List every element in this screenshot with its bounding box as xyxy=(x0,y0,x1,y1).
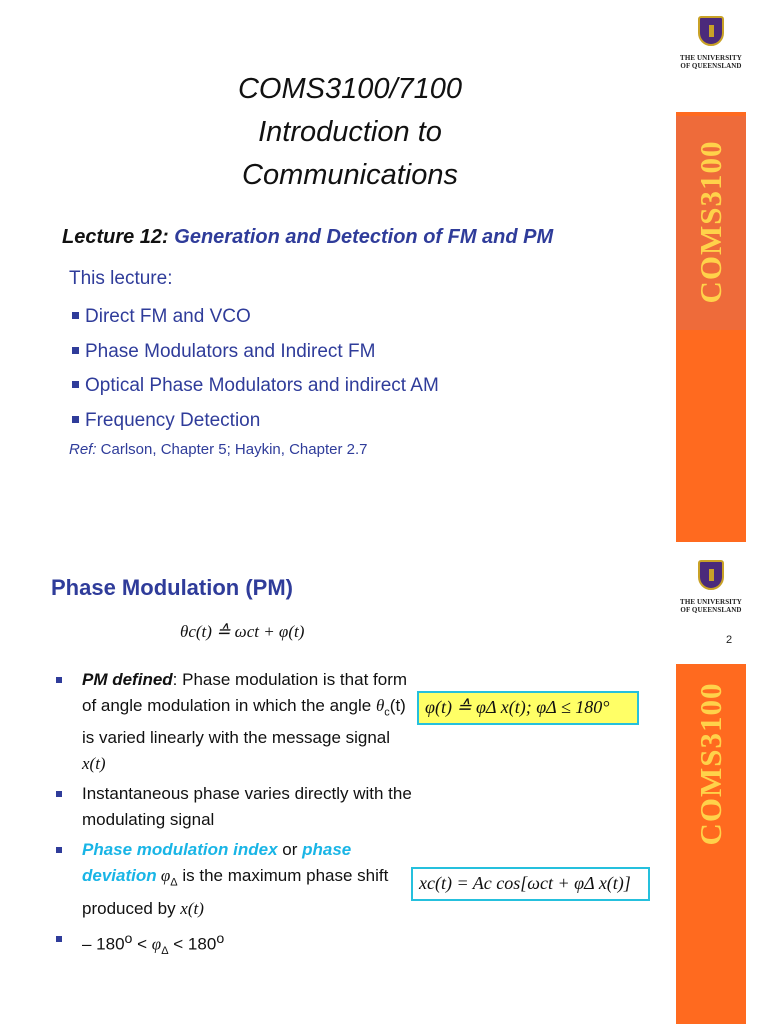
phase-equation: θc(t) ≙ ωct + φ(t) xyxy=(180,622,305,641)
phase-deviation-equation: φ(t) ≙ φΔ x(t); φΔ ≤ 180° xyxy=(425,697,610,717)
bullet-square-icon xyxy=(72,416,79,423)
less-than: < xyxy=(132,934,152,954)
outline-item xyxy=(72,407,439,442)
page-number-area xyxy=(676,624,746,664)
outline-item-text: Direct FM and VCO xyxy=(85,306,251,327)
outline-item xyxy=(72,372,439,407)
lecture-heading xyxy=(62,226,553,249)
this-lecture-label: This lecture: xyxy=(69,268,173,289)
university-name-line-1: THE UNIVERSITY xyxy=(680,54,742,62)
list-item xyxy=(56,667,416,777)
lecture-number: Lecture 12: xyxy=(62,226,175,248)
degree-sign: o xyxy=(124,930,133,947)
symbol-message-signal: x(t) xyxy=(82,754,106,774)
symbol-phi: φ xyxy=(151,934,162,954)
pm-signal-equation: xc(t) = Ac cos[ωct + φΔ x(t)] xyxy=(419,873,631,893)
term-phase-deviation: phase deviation xyxy=(82,840,352,886)
list-item xyxy=(56,837,416,921)
outline-item xyxy=(72,338,439,373)
course-code-label: COMS3100 xyxy=(693,682,728,846)
sidebar xyxy=(676,542,746,1024)
bullet-text: is the maximum phase shift produced by xyxy=(82,866,389,918)
title-line-2: Introduction to xyxy=(258,116,442,148)
outline-item-text: Phase Modulators and Indirect FM xyxy=(85,340,376,362)
university-name-line-2: OF QUEENSLAND xyxy=(680,606,742,614)
range-upper: < 180 xyxy=(168,934,217,954)
degree-sign: o xyxy=(216,930,225,947)
phase-deviation-equation-box xyxy=(417,691,639,725)
bullet-square-icon xyxy=(56,936,62,942)
symbol-phi: φ xyxy=(156,866,171,886)
definition-text: : Phase modulation is that form of angle modulation in which the angle xyxy=(82,670,408,715)
range-lower: – 180 xyxy=(82,934,125,954)
title-line-3: Communications xyxy=(242,159,458,191)
university-logo xyxy=(676,0,746,112)
list-item xyxy=(56,781,416,833)
university-name-line-1: THE UNIVERSITY xyxy=(680,598,742,606)
bullet-text: Instantaneous phase varies directly with the modulating signal xyxy=(82,784,412,830)
reference-line xyxy=(69,441,367,458)
symbol-subscript: c xyxy=(384,706,390,719)
symbol-argument: (t) xyxy=(389,696,406,715)
slide-heading: Phase Modulation (PM) xyxy=(51,575,293,600)
university-name xyxy=(678,598,744,614)
list-item xyxy=(56,926,416,964)
page-number: 2 xyxy=(726,634,733,646)
reference-label: Ref: xyxy=(69,441,97,458)
lecture-topic: Generation and Detection of FM and PM xyxy=(174,226,554,248)
lecture-outline xyxy=(72,303,439,441)
university-name xyxy=(678,54,744,70)
bullet-square-icon xyxy=(72,312,79,319)
bullet-square-icon xyxy=(72,347,79,354)
bullet-square-icon xyxy=(56,847,62,853)
symbol-theta: θ xyxy=(375,696,385,715)
term-pm-defined: PM defined xyxy=(82,670,173,689)
outline-item-text: Optical Phase Modulators and indirect AM xyxy=(85,375,439,396)
title-line-1: COMS3100/7100 xyxy=(237,73,463,105)
symbol-subscript: Δ xyxy=(170,876,178,889)
term-modulation-index: Phase modulation index xyxy=(82,840,278,860)
university-name-line-2: OF QUEENSLAND xyxy=(680,62,742,70)
outline-item xyxy=(72,303,439,338)
outline-item-text: Frequency Detection xyxy=(85,409,261,431)
bullet-square-icon xyxy=(56,677,62,683)
slide-phase-modulation xyxy=(0,542,768,1024)
course-title xyxy=(140,68,560,197)
uq-crest-icon xyxy=(698,560,724,590)
pm-signal-equation-box xyxy=(411,867,650,901)
symbol-message-signal: x(t) xyxy=(180,898,204,918)
reference-text: Carlson, Chapter 5; Haykin, Chapter 2.7 xyxy=(96,441,368,458)
uq-crest-icon xyxy=(698,16,724,46)
symbol-subscript: Δ xyxy=(161,944,169,957)
university-logo xyxy=(676,542,746,624)
connector-text: or xyxy=(277,840,303,860)
sidebar xyxy=(676,0,746,542)
bullet-square-icon xyxy=(72,381,79,388)
definition-text: is varied linearly with the message signal xyxy=(82,728,391,748)
course-code-label: COMS3100 xyxy=(693,140,728,304)
bullet-list xyxy=(56,667,416,968)
bullet-square-icon xyxy=(56,791,62,797)
